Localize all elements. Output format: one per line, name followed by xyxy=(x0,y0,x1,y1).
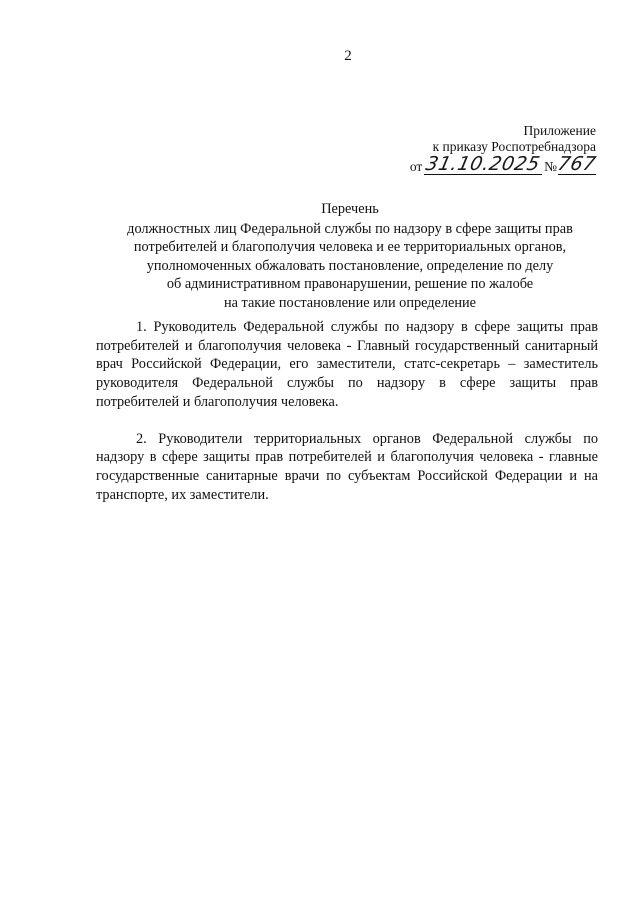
number-prefix: № xyxy=(544,159,557,174)
page-number: 2 xyxy=(344,48,352,64)
officials-list xyxy=(96,318,598,504)
order-reference-text: к приказу Роспотребнадзора xyxy=(432,139,596,154)
list-item: 1. Руководитель Федеральной службы по надзору в сфере защиты прав потребителей и благополучия человека - Главный государственный санитарный врач Российской Федерации, его заместители, статс-секретарь – заместитель руководителя Федеральной службы по надзору в сфере защиты прав потребителей и благополучия человека. xyxy=(96,319,598,410)
heading-line: на такие постановление или определение xyxy=(223,294,477,311)
appendix-block xyxy=(409,123,599,175)
list-item: 2. Руководители территориальных органов Федеральной службы по надзору в сфере защиты прав потребителей и благополучия человека - главные государственные санитарные врачи по субъектам Российской Федерации и на транспорте, их заместители. xyxy=(96,430,598,503)
order-number-field xyxy=(555,153,599,175)
heading-line: потребителей и благополучия человека и ее территориальных органов, xyxy=(133,239,567,256)
heading-line: уполномоченных обжаловать постановление, определение по делу xyxy=(146,257,554,274)
heading-line: должностных лиц Федеральной службы по надзору в сфере защиты прав xyxy=(127,220,573,237)
list-heading xyxy=(80,200,620,313)
date-prefix: от xyxy=(409,159,423,174)
handwritten-number: 767 xyxy=(555,153,599,175)
heading-title: Перечень xyxy=(321,201,379,217)
heading-line: об административном правонарушении, решение по жалобе xyxy=(166,276,534,293)
order-date-field xyxy=(424,155,542,175)
appendix-label: Приложение xyxy=(523,123,596,138)
order-date-number-line xyxy=(409,153,599,175)
handwritten-date: 31.10.2025 xyxy=(423,153,543,175)
